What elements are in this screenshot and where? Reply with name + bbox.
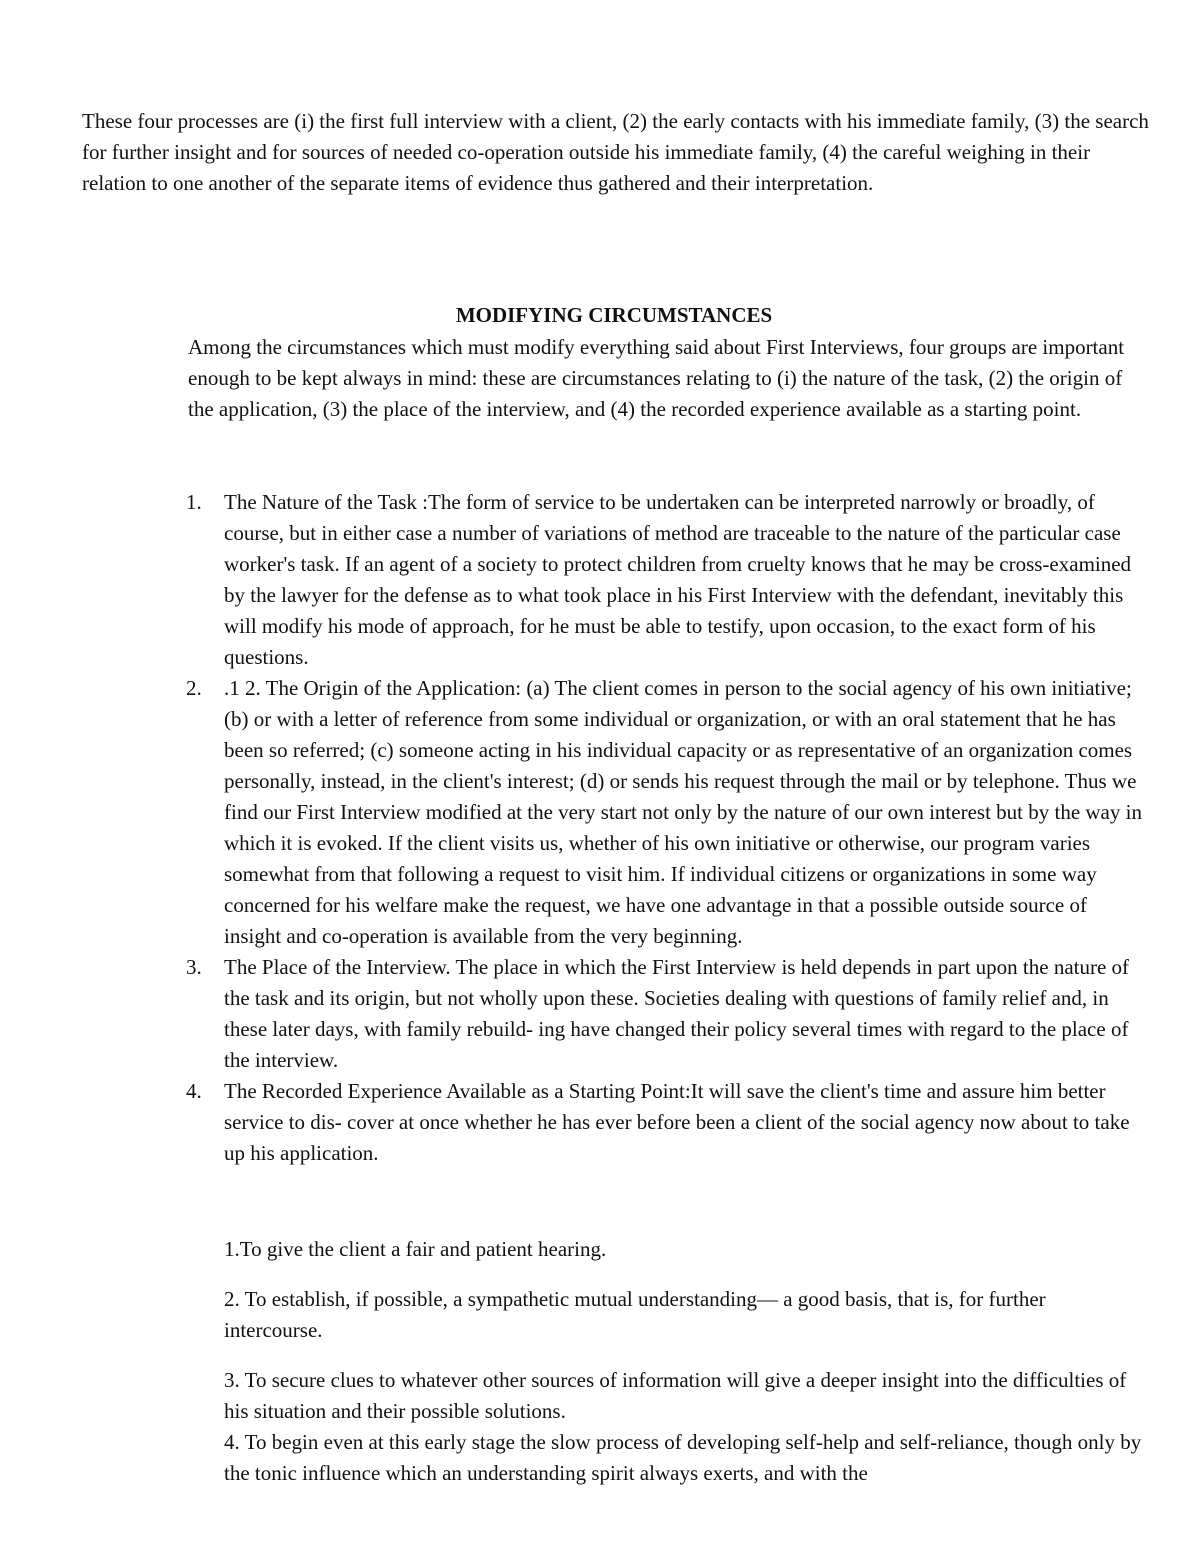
list-item <box>186 952 1148 1076</box>
list-item-number: 1. <box>186 490 202 514</box>
list-item <box>186 673 1148 952</box>
list-item-text: The Recorded Experience Available as a Starting Point:It will save the client's time and assure him better service to dis- cover at once whether he has ever before been a client of the social agency now about to take up his application. <box>224 1079 1130 1165</box>
lead-paragraph: Among the circumstances which must modify everything said about First Interviews, four groups are important enough to be kept always in mind: these are circumstances relating to (i) the nature of the task, (2) the origin of the application, (3) the place of the interview, and (4) the recorded experience available as a starting point. <box>188 335 1125 421</box>
list-item <box>186 1076 1148 1169</box>
list-item-number: 2. <box>186 676 202 700</box>
section-heading: MODIFYING CIRCUMSTANCES <box>455 303 773 327</box>
circumstances-list <box>186 487 1148 1169</box>
goals-list <box>224 1234 1149 1489</box>
goal-item: 1.To give the client a fair and patient hearing. <box>224 1237 607 1261</box>
intro-paragraph: These four processes are (i) the first full interview with a client, (2) the early contacts with his immediate family, (3) the search for further insight and for sources of needed co-operation outside his immediate family, (4) the careful weighing in their relation to one another of the separate items of evidence thus gathered and their interpretation. <box>82 109 1149 195</box>
list-item <box>186 487 1148 673</box>
list-item-text: The Place of the Interview. The place in which the First Interview is held depends in part upon the nature of the task and its origin, but not wholly upon these. Societies dealing with questions of family relief and, in these later days, with family rebuild- ing have changed their policy several times with regard to the place of the interview. <box>224 955 1130 1072</box>
goal-item: 2. To establish, if possible, a sympathetic mutual understanding— a good basis, that is, for further intercourse. <box>224 1287 1046 1342</box>
list-item-number: 3. <box>186 955 202 979</box>
goal-item: 4. To begin even at this early stage the slow process of developing self-help and self-reliance, though only by the tonic influence which an understanding spirit always exerts, and with the <box>224 1430 1142 1485</box>
list-item-number: 4. <box>186 1079 202 1103</box>
goal-item: 3. To secure clues to whatever other sources of information will give a deeper insight into the difficulties of his situation and their possible solutions. <box>224 1368 1127 1423</box>
list-item-text: The Nature of the Task :The form of service to be undertaken can be interpreted narrowly or broadly, of course, but in either case a number of variations of method are traceable to the nature of the particular case worker's task. If an agent of a society to protect children from cruelty knows that he may be cross-examined by the lawyer for the defense as to what took place in his First Interview with the defendant, inevitably this will modify his mode of approach, for he must be able to testify, upon occasion, to the exact form of his questions. <box>224 490 1132 669</box>
list-item-text: .1 2. The Origin of the Application: (a) The client comes in person to the social agency of his own initiative; (b) or with a letter of reference from some individual or organization, or with an oral statement that he has been so referred; (c) someone acting in his individual capacity or as representative of an organization comes personally, instead, in the client's interest; (d) or sends his request through the mail or by telephone. Thus we find our First Interview modified at the very start not only by the nature of our own interest but by the way in which it is evoked. If the client visits us, whether of his own initiative or otherwise, our program varies somewhat from that following a request to visit him. If individual citizens or organizations in some way concerned for his welfare make the request, we have one advantage in that a possible outside source of insight and co-operation is available from the very beginning. <box>224 676 1142 948</box>
